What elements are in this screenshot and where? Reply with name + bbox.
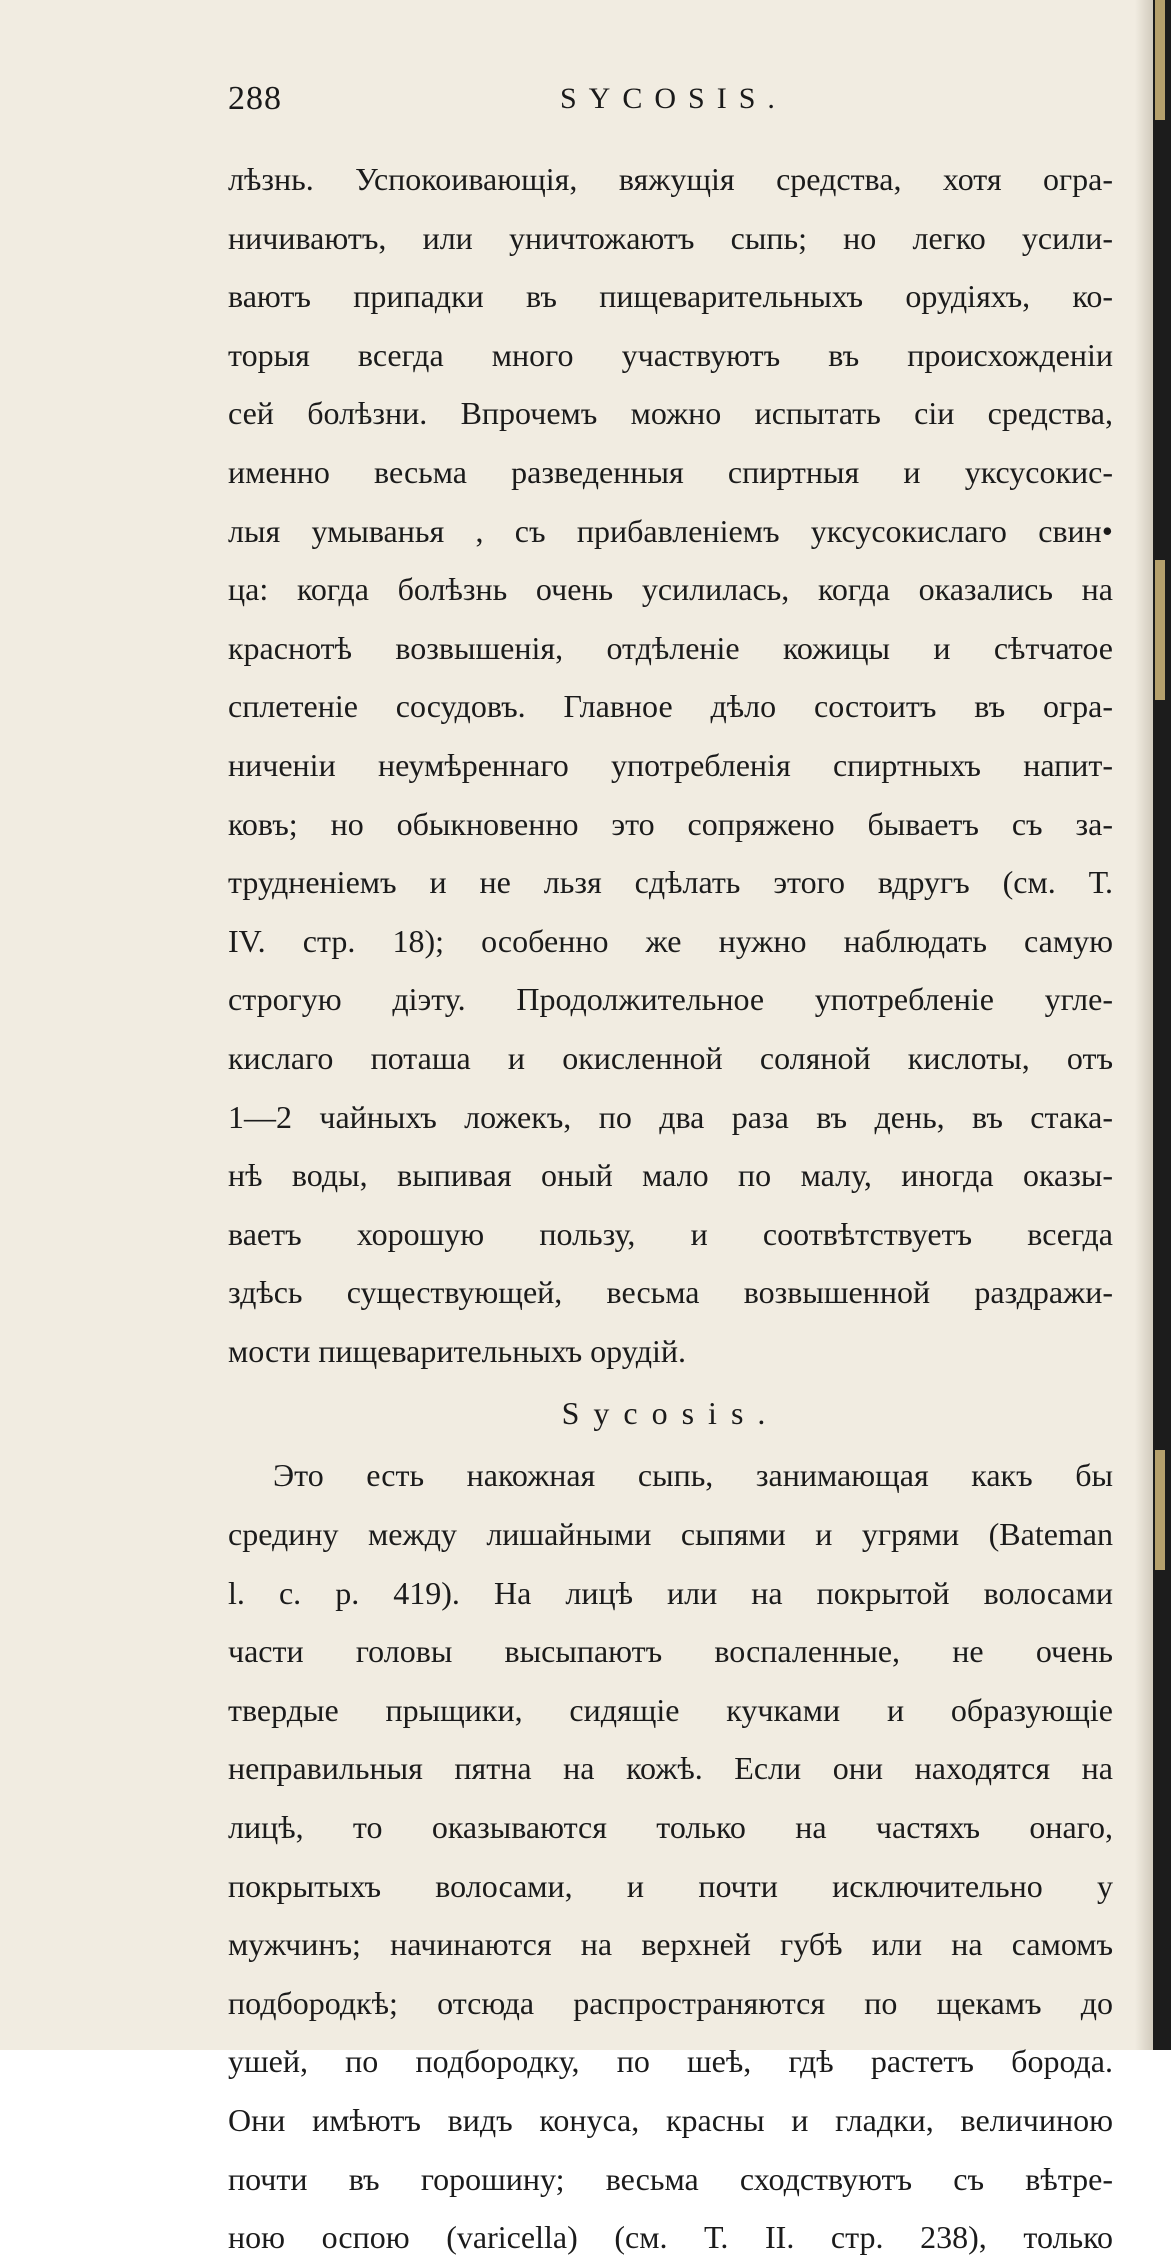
body-text xyxy=(228,150,1113,2267)
scan-edge-tab xyxy=(1155,0,1165,120)
text-line: неправильныя пятна на кожѣ. Если они находятся на xyxy=(228,1750,1113,1787)
text-line: 1—2 чайныхъ ложекъ, по два раза въ день, въ стака- xyxy=(228,1098,1113,1135)
text-line: покрытыхъ волосами, и почти исключительно у xyxy=(228,1867,1113,1904)
text-line: именно весьма разведенныя спиртныя и уксусокис- xyxy=(228,453,1113,490)
text-line: ушей, по подбородку, по шеѣ, гдѣ растетъ борода. xyxy=(228,2043,1113,2080)
text-line: ною оспою (varicella) (см. Т. II. стр. 238), только xyxy=(228,2219,1113,2256)
scan-edge-bar xyxy=(1153,0,1171,2050)
text-line: твердые прыщики, сидящіе кучками и образующіе xyxy=(228,1691,1113,1728)
text-line: здѣсь существующей, весьма возвышенной раздражи- xyxy=(228,1274,1113,1311)
text-line: ковъ; но обыкновенно это сопряжено бываетъ съ за- xyxy=(228,805,1113,842)
text-line: лицѣ, то оказываются только на частяхъ онаго, xyxy=(228,1809,1113,1846)
text-line: Это есть накожная сыпь, занимающая какъ бы xyxy=(273,1457,1113,1494)
text-line: краснотѣ возвышенія, отдѣленіе кожицы и сѣтчатое xyxy=(228,629,1113,666)
text-line: l. c. p. 419). На лицѣ или на покрытой волосами xyxy=(228,1574,1113,1611)
text-line: ничиваютъ, или уничтожаютъ сыпь; но легко усили- xyxy=(228,219,1113,256)
text-line: Они имѣютъ видъ конуса, красны и гладки, величиною xyxy=(228,2102,1113,2138)
text-line: ца: когда болѣзнь очень усилилась, когда оказались на xyxy=(228,571,1113,608)
text-line: строгую діэту. Продолжительное употребленіе угле- xyxy=(228,981,1113,1018)
text-line: нѣ воды, выпивая оный мало по малу, иногда оказы- xyxy=(228,1157,1113,1194)
scan-edge-tab xyxy=(1155,1450,1165,1570)
text-line: кислаго поташа и окисленной соляной кислоты, отъ xyxy=(228,1039,1113,1076)
text-line: подбородкѣ; отсюда распространяются по щекамъ до xyxy=(228,1984,1113,2021)
page-header xyxy=(228,80,1128,130)
text-line: средину между лишайными сыпями и угрями (Bateman xyxy=(228,1516,1113,1553)
text-line: мости пищеварительныхъ орудій. xyxy=(228,1332,687,1369)
page-number: 288 xyxy=(228,80,282,117)
text-line: мужчинъ; начинаются на верхней губѣ или на самомъ xyxy=(228,1926,1113,1963)
text-line: лыя умыванья , съ прибавленіемъ уксусокислаго свин• xyxy=(228,512,1113,549)
text-line: ваютъ припадки въ пищеварительныхъ орудіяхъ, ко- xyxy=(228,278,1113,315)
scan-edge-tab xyxy=(1155,560,1165,700)
text-line: сплетеніе сосудовъ. Главное дѣло состоитъ въ огра- xyxy=(228,688,1113,725)
text-line: части головы высыпаютъ воспаленные, не очень xyxy=(228,1633,1113,1670)
text-line: ниченіи неумѣреннаго употребленія спиртныхъ напит- xyxy=(228,746,1113,783)
text-line: трудненіемъ и не льзя сдѣлать этого вдругъ (см. Т. xyxy=(228,864,1113,901)
text-line: торыя всегда много участвуютъ въ происхожденіи xyxy=(228,336,1113,373)
text-line: лѣзнь. Успокоивающія, вяжущія средства, хотя огра- xyxy=(228,161,1113,197)
running-head: SYCOSIS. xyxy=(560,82,787,115)
text-line: ваетъ хорошую пользу, и соотвѣтствуетъ всегда xyxy=(228,1215,1113,1252)
text-line: IV. стр. 18); особенно же нужно наблюдать самую xyxy=(228,922,1113,959)
page-edge-shadow xyxy=(1135,0,1153,2050)
text-line: почти въ горошину; весьма сходствуютъ съ вѣтре- xyxy=(228,2160,1113,2197)
text-line: сей болѣзни. Впрочемъ можно испытать сіи средства, xyxy=(228,395,1113,432)
section-title: Sycosis. xyxy=(561,1395,780,1432)
